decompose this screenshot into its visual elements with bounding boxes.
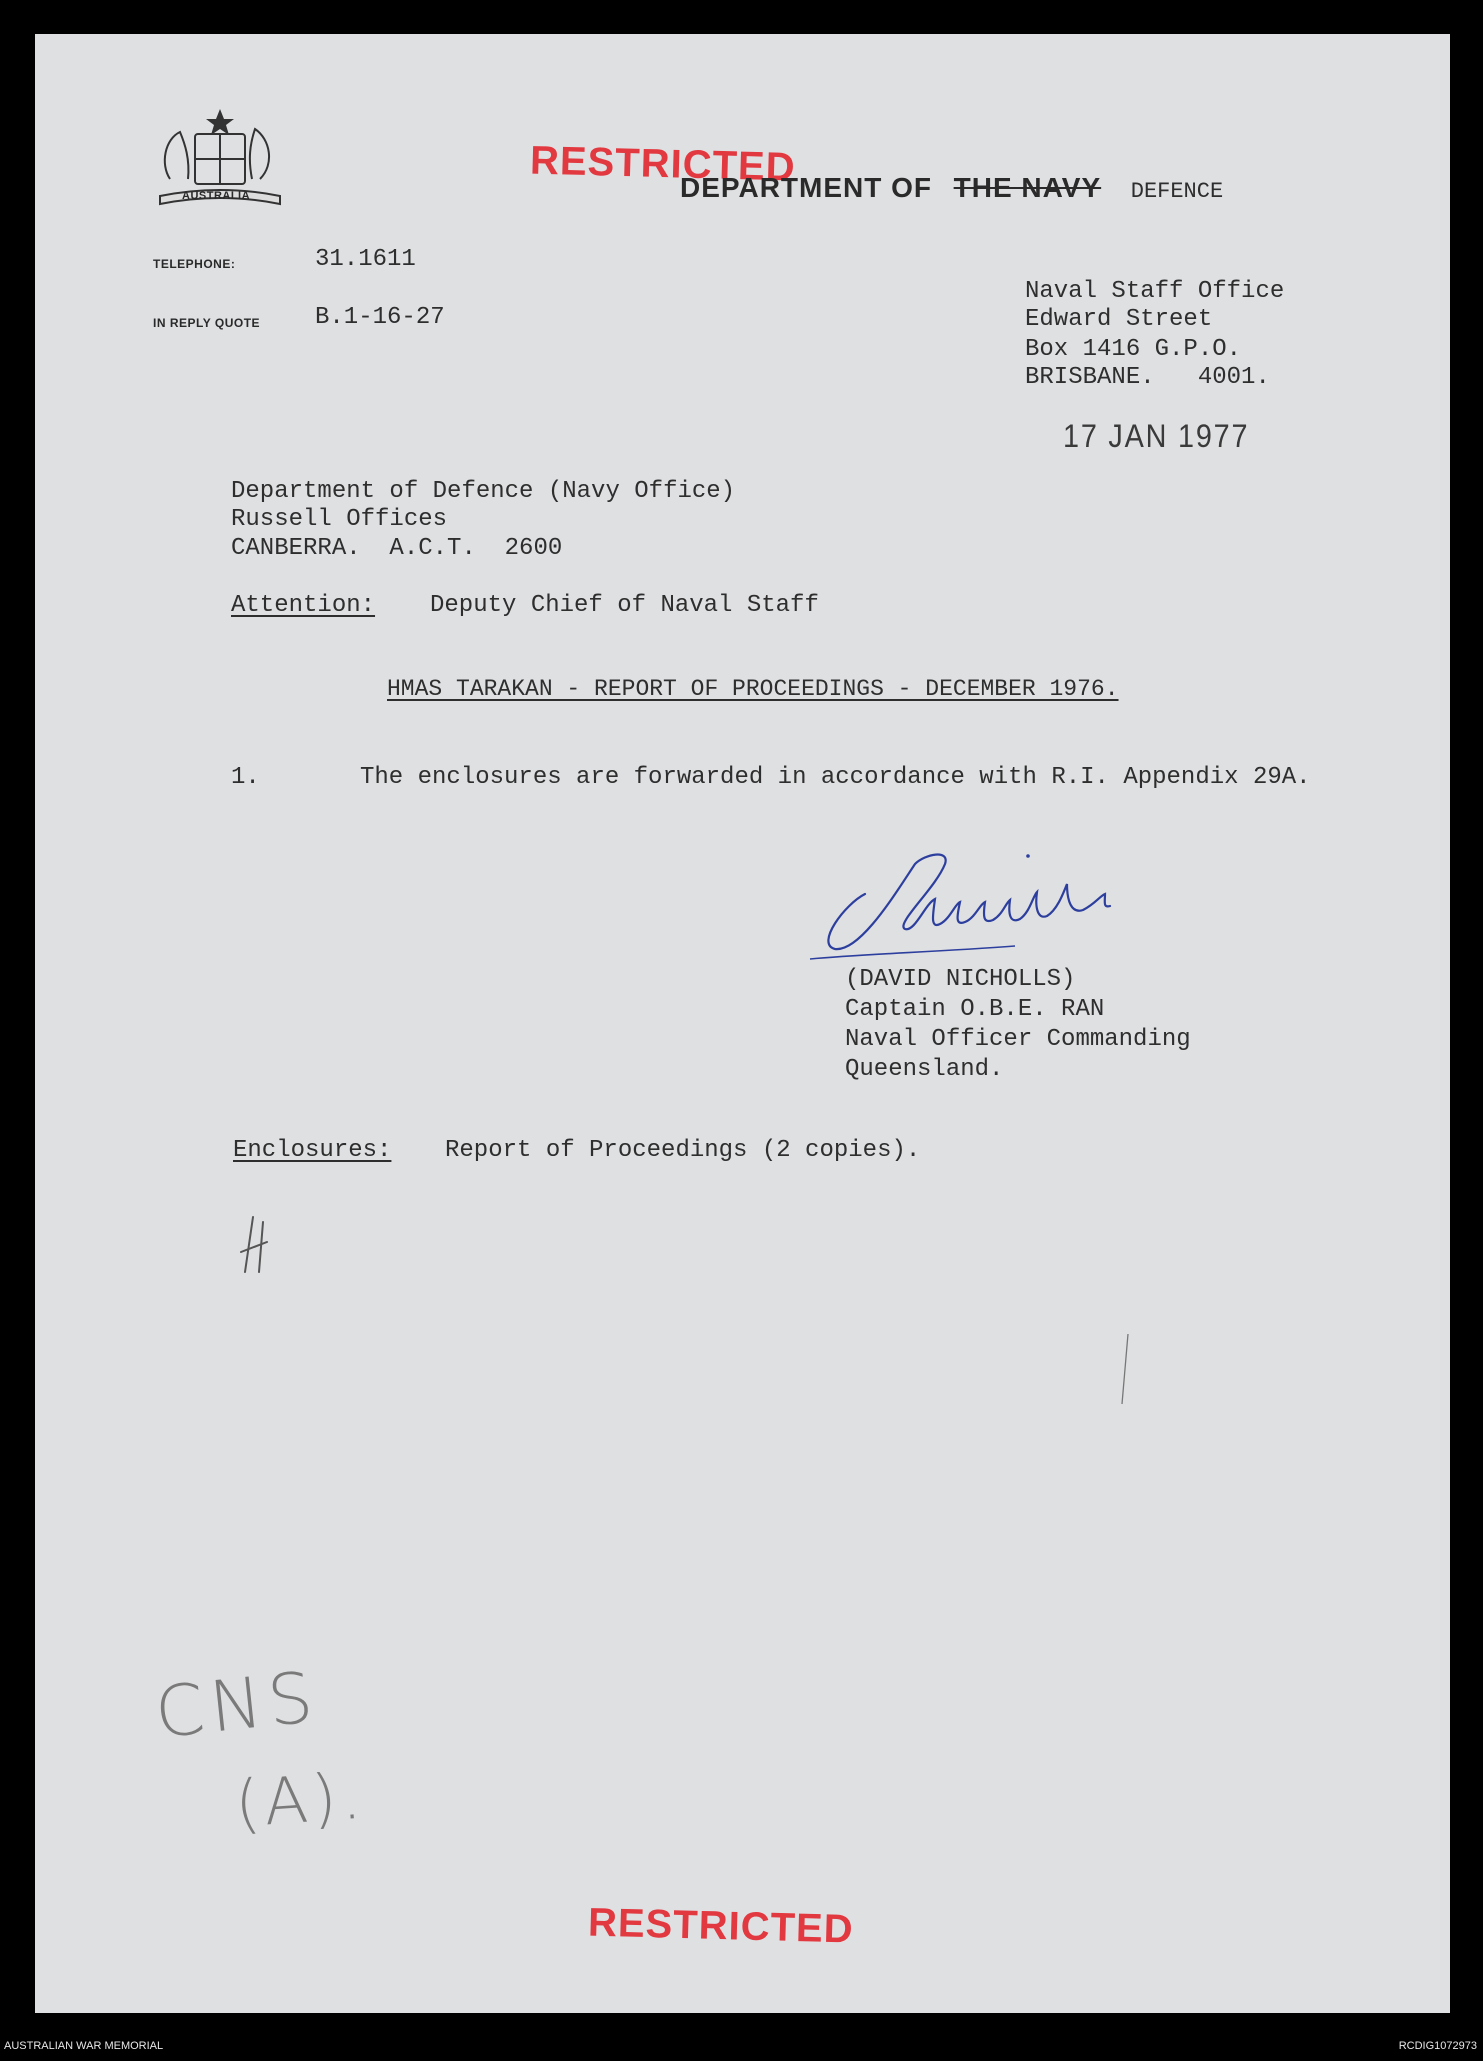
department-prefix: DEPARTMENT OF	[680, 172, 933, 203]
sender-address-line2: Edward Street	[1025, 306, 1213, 333]
coat-of-arms-logo	[130, 104, 310, 214]
sender-address-line4: BRISBANE. 4001.	[1025, 364, 1270, 391]
signatory-region: Queensland.	[845, 1056, 1004, 1083]
attention-value: Deputy Chief of Naval Staff	[430, 592, 819, 619]
telephone-label: TELEPHONE:	[153, 257, 236, 271]
department-heading	[680, 172, 1223, 204]
enclosures-label: Enclosures:	[233, 1137, 392, 1164]
date-stamp: 17 JAN 1977	[1063, 418, 1250, 454]
pencil-initial-mark	[235, 1212, 275, 1282]
sender-address-line1: Naval Staff Office	[1025, 278, 1285, 305]
attention-label: Attention:	[231, 592, 376, 619]
footer-record-id: RCDIG1072973	[1398, 2040, 1477, 2052]
subject-line: HMAS TARAKAN - REPORT OF PROCEEDINGS - DECEMBER 1976.	[387, 676, 1119, 702]
pencil-annotation-line2: (A).	[232, 1759, 368, 1843]
recipient-line1: Department of Defence (Navy Office)	[231, 478, 736, 505]
pencil-annotation-line1: CNS	[151, 1655, 323, 1755]
restricted-stamp-top: RESTRICTED	[529, 138, 797, 190]
recipient-line3: CANBERRA. A.C.T. 2600	[231, 535, 563, 562]
signatory-name: (DAVID NICHOLLS)	[845, 966, 1076, 993]
telephone-value: 31.1611	[315, 246, 416, 273]
department-replacement: DEFENCE	[1130, 179, 1224, 204]
margin-pencil-stroke	[1120, 1334, 1130, 1404]
reply-quote-value: B.1-16-27	[315, 304, 445, 331]
crest-label: AUSTRALIA	[182, 190, 251, 202]
paragraph-number: 1.	[231, 764, 260, 791]
restricted-stamp-bottom: RESTRICTED	[587, 1900, 855, 1952]
signatory-rank: Captain O.B.E. RAN	[845, 996, 1105, 1023]
recipient-line2: Russell Offices	[231, 506, 448, 533]
signatory-title: Naval Officer Commanding	[845, 1026, 1191, 1053]
document-page	[35, 34, 1450, 2013]
reply-quote-label: IN REPLY QUOTE	[153, 316, 261, 330]
sender-address-line3: Box 1416 G.P.O.	[1025, 336, 1242, 363]
paragraph-text: The enclosures are forwarded in accordance with R.I. Appendix 29A.	[360, 764, 1311, 791]
department-struck: THE NAVY	[953, 172, 1102, 203]
enclosures-value: Report of Proceedings (2 copies).	[445, 1137, 921, 1164]
footer-source-label: AUSTRALIAN WAR MEMORIAL	[4, 2040, 164, 2052]
handwritten-signature	[805, 834, 1145, 964]
